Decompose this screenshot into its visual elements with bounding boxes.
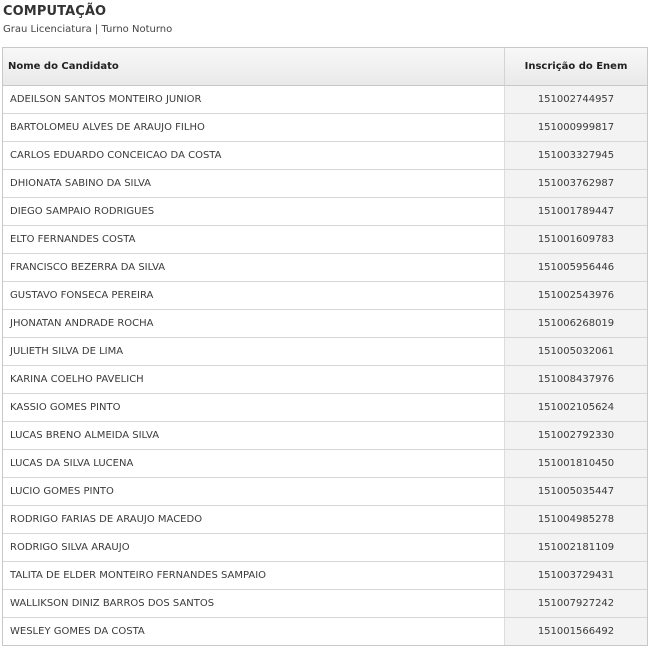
enem-number: 151001810450 [505, 449, 648, 477]
candidate-name: JHONATAN ANDRADE ROCHA [3, 309, 505, 337]
course-subtitle: Grau Licenciatura | Turno Noturno [3, 24, 173, 35]
table-row [3, 449, 647, 477]
candidate-name: WESLEY GOMES DA COSTA [3, 617, 505, 645]
candidate-name: KASSIO GOMES PINTO [3, 393, 505, 421]
candidate-name: LUCAS BRENO ALMEIDA SILVA [3, 421, 505, 449]
candidate-name: WALLIKSON DINIZ BARROS DOS SANTOS [3, 589, 505, 617]
enem-number: 151008437976 [505, 365, 648, 393]
enem-number: 151000999817 [505, 113, 648, 141]
column-header-name: Nome do Candidato [3, 48, 505, 85]
candidate-name: GUSTAVO FONSECA PEREIRA [3, 281, 505, 309]
table-row [3, 225, 647, 253]
candidate-name: RODRIGO SILVA ARAUJO [3, 533, 505, 561]
enem-number: 151002744957 [505, 85, 648, 113]
candidate-name: LUCAS DA SILVA LUCENA [3, 449, 505, 477]
candidate-name: TALITA DE ELDER MONTEIRO FERNANDES SAMPAIO [3, 561, 505, 589]
table-row [3, 365, 647, 393]
column-header-enem: Inscrição do Enem [505, 48, 648, 85]
candidates-table [3, 48, 647, 645]
enem-number: 151005956446 [505, 253, 648, 281]
table-row [3, 421, 647, 449]
table-row [3, 561, 647, 589]
enem-number: 151007927242 [505, 589, 648, 617]
candidate-name: FRANCISCO BEZERRA DA SILVA [3, 253, 505, 281]
enem-number: 151004985278 [505, 505, 648, 533]
table-body [3, 85, 647, 645]
candidate-name: CARLOS EDUARDO CONCEICAO DA COSTA [3, 141, 505, 169]
table-row [3, 197, 647, 225]
page-title: COMPUTAÇÃO [3, 4, 107, 19]
table-row [3, 477, 647, 505]
header-row [3, 48, 647, 85]
candidate-name: ADEILSON SANTOS MONTEIRO JUNIOR [3, 85, 505, 113]
enem-number: 151003729431 [505, 561, 648, 589]
enem-number: 151001789447 [505, 197, 648, 225]
table-row [3, 505, 647, 533]
enem-number: 151005032061 [505, 337, 648, 365]
candidate-name: BARTOLOMEU ALVES DE ARAUJO FILHO [3, 113, 505, 141]
table-row [3, 337, 647, 365]
enem-number: 151002105624 [505, 393, 648, 421]
table-row [3, 533, 647, 561]
candidate-name: LUCIO GOMES PINTO [3, 477, 505, 505]
candidate-name: DHIONATA SABINO DA SILVA [3, 169, 505, 197]
table-row [3, 169, 647, 197]
candidate-name: DIEGO SAMPAIO RODRIGUES [3, 197, 505, 225]
table-row [3, 281, 647, 309]
candidate-name: RODRIGO FARIAS DE ARAUJO MACEDO [3, 505, 505, 533]
table-row [3, 141, 647, 169]
table-row [3, 309, 647, 337]
enem-number: 151002543976 [505, 281, 648, 309]
enem-number: 151006268019 [505, 309, 648, 337]
table-row [3, 253, 647, 281]
table-row [3, 393, 647, 421]
table-header [3, 48, 647, 85]
candidate-name: JULIETH SILVA DE LIMA [3, 337, 505, 365]
enem-number: 151003762987 [505, 169, 648, 197]
enem-number: 151001609783 [505, 225, 648, 253]
table-row [3, 113, 647, 141]
table-row [3, 589, 647, 617]
enem-number: 151002181109 [505, 533, 648, 561]
table-row [3, 617, 647, 645]
enem-number: 151002792330 [505, 421, 648, 449]
table-row [3, 85, 647, 113]
enem-number: 151003327945 [505, 141, 648, 169]
candidates-table-container [2, 47, 648, 646]
enem-number: 151001566492 [505, 617, 648, 645]
candidate-name: ELTO FERNANDES COSTA [3, 225, 505, 253]
candidate-name: KARINA COELHO PAVELICH [3, 365, 505, 393]
enem-number: 151005035447 [505, 477, 648, 505]
